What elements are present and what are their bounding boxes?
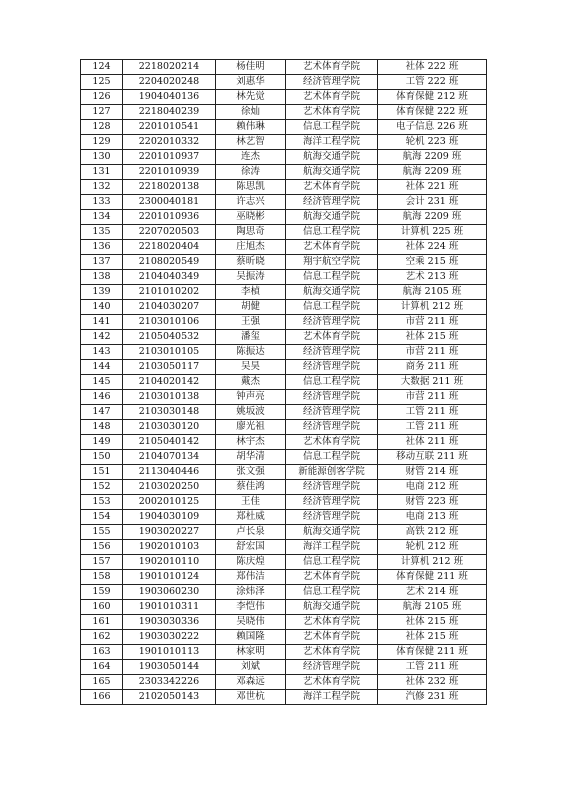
student-id-cell: 1901010124 [123,570,216,585]
student-name-cell: 姚坂波 [216,405,286,420]
class-cell: 计算机 225 班 [378,225,487,240]
class-cell: 体育保健 212 班 [378,90,487,105]
student-id-cell: 1902010110 [123,555,216,570]
student-id-cell: 2102050143 [123,690,216,705]
college-cell: 经济管理学院 [286,390,378,405]
student-id-cell: 2105040142 [123,435,216,450]
row-number-cell: 137 [81,255,123,270]
student-id-cell: 1903020227 [123,525,216,540]
class-cell: 社体 232 班 [378,675,487,690]
row-number-cell: 165 [81,675,123,690]
student-name-cell: 连杰 [216,150,286,165]
table-row [81,660,487,675]
row-number-cell: 154 [81,510,123,525]
college-cell: 经济管理学院 [286,195,378,210]
college-cell: 艺术体育学院 [286,180,378,195]
student-id-cell: 2218020138 [123,180,216,195]
table-row [81,255,487,270]
row-number-cell: 131 [81,165,123,180]
student-name-cell: 陈庆煌 [216,555,286,570]
class-cell: 社体 221 班 [378,180,487,195]
row-number-cell: 136 [81,240,123,255]
student-id-cell: 2303342226 [123,675,216,690]
college-cell: 艺术体育学院 [286,60,378,75]
student-name-cell: 刘惠华 [216,75,286,90]
student-name-cell: 戴杰 [216,375,286,390]
college-cell: 艺术体育学院 [286,240,378,255]
table-row [81,60,487,75]
student-name-cell: 蔡昕晓 [216,255,286,270]
student-id-cell: 1902010103 [123,540,216,555]
college-cell: 经济管理学院 [286,405,378,420]
student-id-cell: 2218040239 [123,105,216,120]
table-row [81,540,487,555]
student-name-cell: 胡健 [216,300,286,315]
college-cell: 信息工程学院 [286,555,378,570]
student-name-cell: 庄旭杰 [216,240,286,255]
student-id-cell: 2103010138 [123,390,216,405]
student-name-cell: 陈思凯 [216,180,286,195]
college-cell: 艺术体育学院 [286,675,378,690]
college-cell: 经济管理学院 [286,345,378,360]
student-name-cell: 潘玺 [216,330,286,345]
student-id-cell: 2002010125 [123,495,216,510]
table-row [81,600,487,615]
class-cell: 社体 215 班 [378,630,487,645]
class-cell: 市营 211 班 [378,390,487,405]
student-name-cell: 李恺伟 [216,600,286,615]
table-row [81,180,487,195]
class-cell: 工管 222 班 [378,75,487,90]
table-row [81,315,487,330]
student-id-cell: 1903030336 [123,615,216,630]
student-id-cell: 1904040136 [123,90,216,105]
student-name-cell: 郑伟洁 [216,570,286,585]
student-name-cell: 胡华清 [216,450,286,465]
college-cell: 翔宇航空学院 [286,255,378,270]
roster-body [81,60,487,705]
row-number-cell: 146 [81,390,123,405]
student-id-cell: 2103020250 [123,480,216,495]
student-id-cell: 2103050117 [123,360,216,375]
row-number-cell: 156 [81,540,123,555]
student-id-cell: 2201010937 [123,150,216,165]
college-cell: 经济管理学院 [286,480,378,495]
row-number-cell: 157 [81,555,123,570]
college-cell: 艺术体育学院 [286,105,378,120]
table-row [81,90,487,105]
student-name-cell: 舒宏国 [216,540,286,555]
student-id-cell: 2113040446 [123,465,216,480]
class-cell: 航海 2209 班 [378,150,487,165]
table-row [81,690,487,705]
class-cell: 体育保健 222 班 [378,105,487,120]
student-name-cell: 张文强 [216,465,286,480]
college-cell: 经济管理学院 [286,360,378,375]
student-id-cell: 2104020142 [123,375,216,390]
row-number-cell: 133 [81,195,123,210]
class-cell: 社体 215 班 [378,330,487,345]
class-cell: 工管 211 班 [378,420,487,435]
row-number-cell: 134 [81,210,123,225]
class-cell: 财管 223 班 [378,495,487,510]
college-cell: 艺术体育学院 [286,570,378,585]
table-row [81,495,487,510]
student-id-cell: 2218020404 [123,240,216,255]
college-cell: 航海交通学院 [286,525,378,540]
class-cell: 商务 211 班 [378,360,487,375]
table-row [81,375,487,390]
student-name-cell: 廖光祖 [216,420,286,435]
student-name-cell: 吴振涛 [216,270,286,285]
table-row [81,135,487,150]
class-cell: 工管 211 班 [378,405,487,420]
college-cell: 经济管理学院 [286,495,378,510]
row-number-cell: 160 [81,600,123,615]
college-cell: 艺术体育学院 [286,645,378,660]
student-id-cell: 2105040532 [123,330,216,345]
student-name-cell: 杨佳明 [216,60,286,75]
student-id-cell: 2207020503 [123,225,216,240]
student-name-cell: 钟声亮 [216,390,286,405]
student-id-cell: 1901010311 [123,600,216,615]
row-number-cell: 126 [81,90,123,105]
row-number-cell: 159 [81,585,123,600]
student-id-cell: 1903030222 [123,630,216,645]
class-cell: 高铁 212 班 [378,525,487,540]
student-id-cell: 2201010936 [123,210,216,225]
class-cell: 空乘 215 班 [378,255,487,270]
student-name-cell: 刘斌 [216,660,286,675]
row-number-cell: 138 [81,270,123,285]
student-id-cell: 2201010939 [123,165,216,180]
college-cell: 经济管理学院 [286,315,378,330]
class-cell: 轮机 223 班 [378,135,487,150]
table-row [81,480,487,495]
student-id-cell: 2108020549 [123,255,216,270]
student-name-cell: 林家明 [216,645,286,660]
student-name-cell: 徐灿 [216,105,286,120]
college-cell: 海洋工程学院 [286,135,378,150]
row-number-cell: 166 [81,690,123,705]
row-number-cell: 139 [81,285,123,300]
class-cell: 轮机 212 班 [378,540,487,555]
class-cell: 电商 213 班 [378,510,487,525]
row-number-cell: 142 [81,330,123,345]
class-cell: 航海 2105 班 [378,600,487,615]
table-row [81,150,487,165]
table-row [81,390,487,405]
college-cell: 海洋工程学院 [286,690,378,705]
row-number-cell: 124 [81,60,123,75]
class-cell: 移动互联 211 班 [378,450,487,465]
table-row [81,210,487,225]
table-row [81,165,487,180]
table-row [81,300,487,315]
college-cell: 艺术体育学院 [286,90,378,105]
row-number-cell: 148 [81,420,123,435]
student-name-cell: 蔡佳鸿 [216,480,286,495]
student-id-cell: 2300040181 [123,195,216,210]
student-id-cell: 2201010541 [123,120,216,135]
student-name-cell: 许志兴 [216,195,286,210]
student-id-cell: 2103030148 [123,405,216,420]
student-name-cell: 卢长泉 [216,525,286,540]
class-cell: 大数据 211 班 [378,375,487,390]
college-cell: 艺术体育学院 [286,615,378,630]
class-cell: 社体 224 班 [378,240,487,255]
student-name-cell: 李楨 [216,285,286,300]
college-cell: 信息工程学院 [286,225,378,240]
table-row [81,675,487,690]
student-id-cell: 2104070134 [123,450,216,465]
row-number-cell: 163 [81,645,123,660]
student-id-cell: 2104040349 [123,270,216,285]
row-number-cell: 149 [81,435,123,450]
student-roster-table [80,59,487,705]
college-cell: 航海交通学院 [286,150,378,165]
student-name-cell: 王强 [216,315,286,330]
college-cell: 信息工程学院 [286,450,378,465]
student-name-cell: 吴晓伟 [216,615,286,630]
class-cell: 体育保健 211 班 [378,570,487,585]
student-id-cell: 1903060230 [123,585,216,600]
row-number-cell: 143 [81,345,123,360]
student-name-cell: 陈振达 [216,345,286,360]
student-id-cell: 1903050144 [123,660,216,675]
college-cell: 航海交通学院 [286,210,378,225]
class-cell: 工管 211 班 [378,660,487,675]
student-name-cell: 陶思奇 [216,225,286,240]
row-number-cell: 158 [81,570,123,585]
row-number-cell: 147 [81,405,123,420]
college-cell: 信息工程学院 [286,120,378,135]
table-row [81,75,487,90]
row-number-cell: 145 [81,375,123,390]
table-row [81,645,487,660]
student-name-cell: 赖国隆 [216,630,286,645]
table-row [81,405,487,420]
row-number-cell: 161 [81,615,123,630]
college-cell: 信息工程学院 [286,300,378,315]
class-cell: 社体 222 班 [378,60,487,75]
college-cell: 信息工程学院 [286,375,378,390]
student-name-cell: 涂炜泽 [216,585,286,600]
student-name-cell: 林先觉 [216,90,286,105]
class-cell: 电子信息 226 班 [378,120,487,135]
row-number-cell: 150 [81,450,123,465]
college-cell: 艺术体育学院 [286,330,378,345]
class-cell: 会计 231 班 [378,195,487,210]
table-row [81,195,487,210]
class-cell: 航海 2209 班 [378,165,487,180]
class-cell: 计算机 212 班 [378,300,487,315]
student-name-cell: 邓世杭 [216,690,286,705]
student-name-cell: 徐涛 [216,165,286,180]
class-cell: 电商 212 班 [378,480,487,495]
table-row [81,435,487,450]
class-cell: 航海 2105 班 [378,285,487,300]
class-cell: 艺术 214 班 [378,585,487,600]
college-cell: 信息工程学院 [286,270,378,285]
table-row [81,585,487,600]
table-row [81,450,487,465]
table-row [81,570,487,585]
student-id-cell: 2104030207 [123,300,216,315]
table-row [81,630,487,645]
table-row [81,240,487,255]
row-number-cell: 151 [81,465,123,480]
class-cell: 市营 211 班 [378,345,487,360]
row-number-cell: 152 [81,480,123,495]
table-row [81,345,487,360]
student-name-cell: 邓森远 [216,675,286,690]
student-name-cell: 赖伟琳 [216,120,286,135]
college-cell: 艺术体育学院 [286,630,378,645]
class-cell: 计算机 212 班 [378,555,487,570]
college-cell: 航海交通学院 [286,165,378,180]
college-cell: 航海交通学院 [286,600,378,615]
row-number-cell: 153 [81,495,123,510]
college-cell: 航海交通学院 [286,285,378,300]
table-row [81,285,487,300]
college-cell: 新能源创客学院 [286,465,378,480]
table-row [81,105,487,120]
row-number-cell: 144 [81,360,123,375]
row-number-cell: 125 [81,75,123,90]
table-row [81,330,487,345]
student-name-cell: 郑杜威 [216,510,286,525]
college-cell: 经济管理学院 [286,510,378,525]
row-number-cell: 141 [81,315,123,330]
table-row [81,120,487,135]
table-row [81,615,487,630]
college-cell: 信息工程学院 [286,585,378,600]
class-cell: 航海 2209 班 [378,210,487,225]
student-id-cell: 2103030120 [123,420,216,435]
row-number-cell: 127 [81,105,123,120]
row-number-cell: 164 [81,660,123,675]
table-row [81,510,487,525]
row-number-cell: 128 [81,120,123,135]
college-cell: 经济管理学院 [286,75,378,90]
class-cell: 社体 211 班 [378,435,487,450]
row-number-cell: 132 [81,180,123,195]
student-name-cell: 吴昊 [216,360,286,375]
student-id-cell: 2101010202 [123,285,216,300]
table-row [81,225,487,240]
table-row [81,465,487,480]
class-cell: 艺术 213 班 [378,270,487,285]
row-number-cell: 162 [81,630,123,645]
college-cell: 经济管理学院 [286,660,378,675]
table-row [81,525,487,540]
class-cell: 汽修 231 班 [378,690,487,705]
college-cell: 经济管理学院 [286,420,378,435]
row-number-cell: 135 [81,225,123,240]
row-number-cell: 129 [81,135,123,150]
class-cell: 财管 214 班 [378,465,487,480]
student-id-cell: 2202010332 [123,135,216,150]
student-id-cell: 2103010105 [123,345,216,360]
row-number-cell: 155 [81,525,123,540]
student-id-cell: 1901010113 [123,645,216,660]
table-row [81,270,487,285]
student-id-cell: 2204020248 [123,75,216,90]
table-row [81,420,487,435]
row-number-cell: 130 [81,150,123,165]
student-id-cell: 2103010106 [123,315,216,330]
student-name-cell: 林宇杰 [216,435,286,450]
row-number-cell: 140 [81,300,123,315]
college-cell: 海洋工程学院 [286,540,378,555]
college-cell: 艺术体育学院 [286,435,378,450]
student-name-cell: 巫晓彬 [216,210,286,225]
student-name-cell: 王佳 [216,495,286,510]
class-cell: 社体 215 班 [378,615,487,630]
student-id-cell: 2218020214 [123,60,216,75]
table-row [81,360,487,375]
table-row [81,555,487,570]
student-id-cell: 1904030109 [123,510,216,525]
student-name-cell: 林艺智 [216,135,286,150]
class-cell: 体育保健 211 班 [378,645,487,660]
class-cell: 市营 211 班 [378,315,487,330]
